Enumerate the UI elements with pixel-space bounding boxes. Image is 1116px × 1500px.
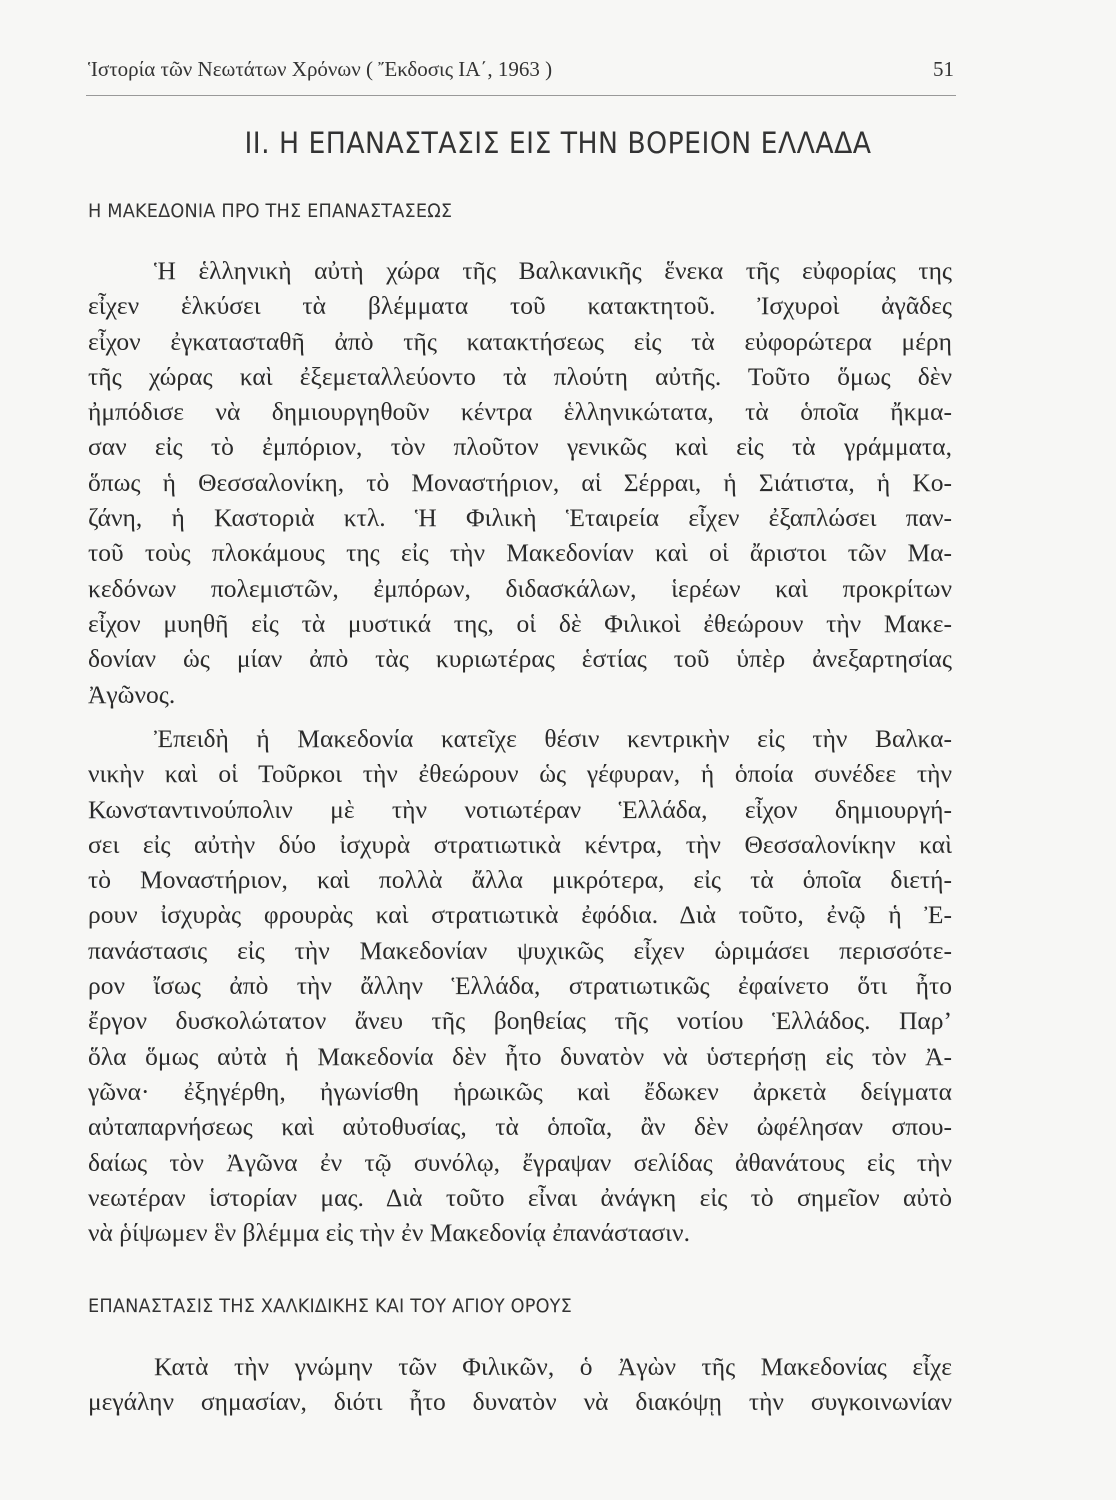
text-line: ζάνη, ἡ Καστοριὰ κτλ. Ἡ Φιλικὴ Ἑταιρεία εἶχεν ἐξαπλώσει παν- [88,503,952,533]
chapter-title: II. Η ΕΠΑΝΑΣΤΑΣΙΣ ΕΙΣ ΤΗΝ ΒΟΡΕΙΟΝ ΕΛΛΑΔΑ [244,126,872,160]
text-line: γῶνα· ἐξηγέρθη, ἠγωνίσθη ἡρωικῶς καὶ ἔδωκεν ἀρκετὰ δείγματα [88,1076,952,1106]
text-line: κεδόνων πολεμιστῶν, ἐμπόρων, διδασκάλων, ἱερέων καὶ προκρίτων [88,573,952,603]
text-line: εἶχεν ἑλκύσει τὰ βλέμματα τοῦ κατακτητοῦ. Ἰσχυροὶ ἀγᾶδες [88,291,952,321]
text-line: αὐταπαρνήσεως καὶ αὐτοθυσίας, τὰ ὁποῖα, ἂν δὲν ὠφέλησαν σπου- [88,1112,952,1142]
text-line: ρουν ἰσχυρὰς φρουρὰς καὶ στρατιωτικὰ ἐφόδια. Διὰ τοῦτο, ἐνῷ ἡ Ἐ- [88,900,952,930]
text-line: Κατὰ τὴν γνώμην τῶν Φιλικῶν, ὁ Ἀγὼν τῆς Μακεδονίας εἶχε [154,1352,952,1381]
text-line: Ἡ ἑλληνικὴ αὐτὴ χώρα τῆς Βαλκανικῆς ἕνεκα τῆς εὐφορίας της [154,256,952,285]
text-line: μεγάλην σημασίαν, διότι ἦτο δυνατὸν νὰ διακόψῃ τὴν συγκοινωνίαν [88,1387,952,1417]
text-line: ἠμπόδισε νὰ δημιουργηθοῦν κέντρα ἑλληνικώτατα, τὰ ὁποῖα ἤκμα- [88,397,952,427]
text-line: νικὴν καὶ οἱ Τοῦρκοι τὴν ἐθεώρουν ὡς γέφυραν, ἡ ὁποία συνέδεε τὴν [88,759,952,789]
running-title: Ἱστορία τῶν Νεωτάτων Χρόνων ( Ἔκδοσις ΙΑ΄, 1963 ) [88,57,553,81]
text-line: σει εἰς αὐτὴν δύο ἰσχυρὰ στρατιωτικὰ κέντρα, τὴν Θεσσαλονίκην καὶ [88,829,952,859]
text-line: Ἀγῶνος. [88,679,176,709]
text-line: νεωτέραν ἱστορίαν μας. Διὰ τοῦτο εἶναι ἀνάγκη εἰς τὸ σημεῖον αὐτὸ [88,1182,952,1212]
text-line: νὰ ῥίψωμεν ἓν βλέμμα εἰς τὴν ἐν Μακεδονίᾳ ἐπανάστασιν. [88,1218,690,1248]
text-line: δαίως τὸν Ἀγῶνα ἐν τῷ συνόλῳ, ἔγραψαν σελίδας ἀθανάτους εἰς τὴν [88,1147,952,1177]
paragraph [88,253,952,712]
section-heading-macedonia: Η ΜΑΚΕΔΟΝΙΑ ΠΡΟ ΤΗΣ ΕΠΑΝΑΣΤΑΣΕΩΣ [88,200,453,222]
text-line: ὅπως ἡ Θεσσαλονίκη, τὸ Μοναστήριον, αἱ Σέρραι, ἡ Σιάτιστα, ἡ Κο- [88,467,952,497]
text-line: δονίαν ὡς μίαν ἀπὸ τὰς κυριωτέρας ἑστίας τοῦ ὑπὲρ ἀνεξαρτησίας [88,644,952,674]
text-line: εἶχον μυηθῆ εἰς τὰ μυστικά της, οἱ δὲ Φιλικοὶ ἐθεώρουν τὴν Μακε- [88,608,952,638]
text-line: ρον ἴσως ἀπὸ τὴν ἄλλην Ἑλλάδα, στρατιωτικῶς ἐφαίνετο ὅτι ἦτο [88,971,952,1001]
text-line: ὅλα ὅμως αὐτὰ ἡ Μακεδονία δὲν ἦτο δυνατὸν νὰ ὑστερήσῃ εἰς τὸν Ἀ- [88,1041,952,1071]
paragraph [88,721,952,1250]
running-header [88,57,954,87]
text-line: πανάστασις εἰς τὴν Μακεδονίαν ψυχικῶς εἶχεν ὡριμάσει περισσότε- [88,935,952,965]
text-line: ἔργον δυσκολώτατον ἄνευ τῆς βοηθείας τῆς νοτίου Ἑλλάδος. Παρ’ [88,1006,952,1036]
text-line: σαν εἰς τὸ ἐμπόριον, τὸν πλοῦτον γενικῶς καὶ εἰς τὰ γράμματα, [88,432,952,462]
section-heading-chalkidiki: ΕΠΑΝΑΣΤΑΣΙΣ ΤΗΣ ΧΑΛΚΙΔΙΚΗΣ ΚΑΙ ΤΟΥ ΑΓΙΟΥ ΟΡΟΥΣ [88,1295,573,1317]
page-number: 51 [933,57,954,81]
text-line: τὸ Μοναστήριον, καὶ πολλὰ ἄλλα μικρότερα, εἰς τὰ ὁποῖα διετή- [88,865,952,895]
header-rule [86,95,956,96]
text-line: Κωνσταντινούπολιν μὲ τὴν νοτιωτέραν Ἑλλάδα, εἶχον δημιουργή- [88,794,952,824]
text-line: εἶχον ἐγκατασταθῆ ἀπὸ τῆς κατακτήσεως εἰς τὰ εὐφορώτερα μέρη [88,326,952,356]
text-line: τῆς χώρας καὶ ἐξεμεταλλεύοντο τὰ πλούτη αὐτῆς. Τοῦτο ὅμως δὲν [88,361,952,391]
text-line: Ἐπειδὴ ἡ Μακεδονία κατεῖχε θέσιν κεντρικὴν εἰς τὴν Βαλκα- [154,724,952,753]
paragraph [88,1349,952,1420]
text-line: τοῦ τοὺς πλοκάμους της εἰς τὴν Μακεδονίαν καὶ οἱ ἄριστοι τῶν Μα- [88,538,952,568]
